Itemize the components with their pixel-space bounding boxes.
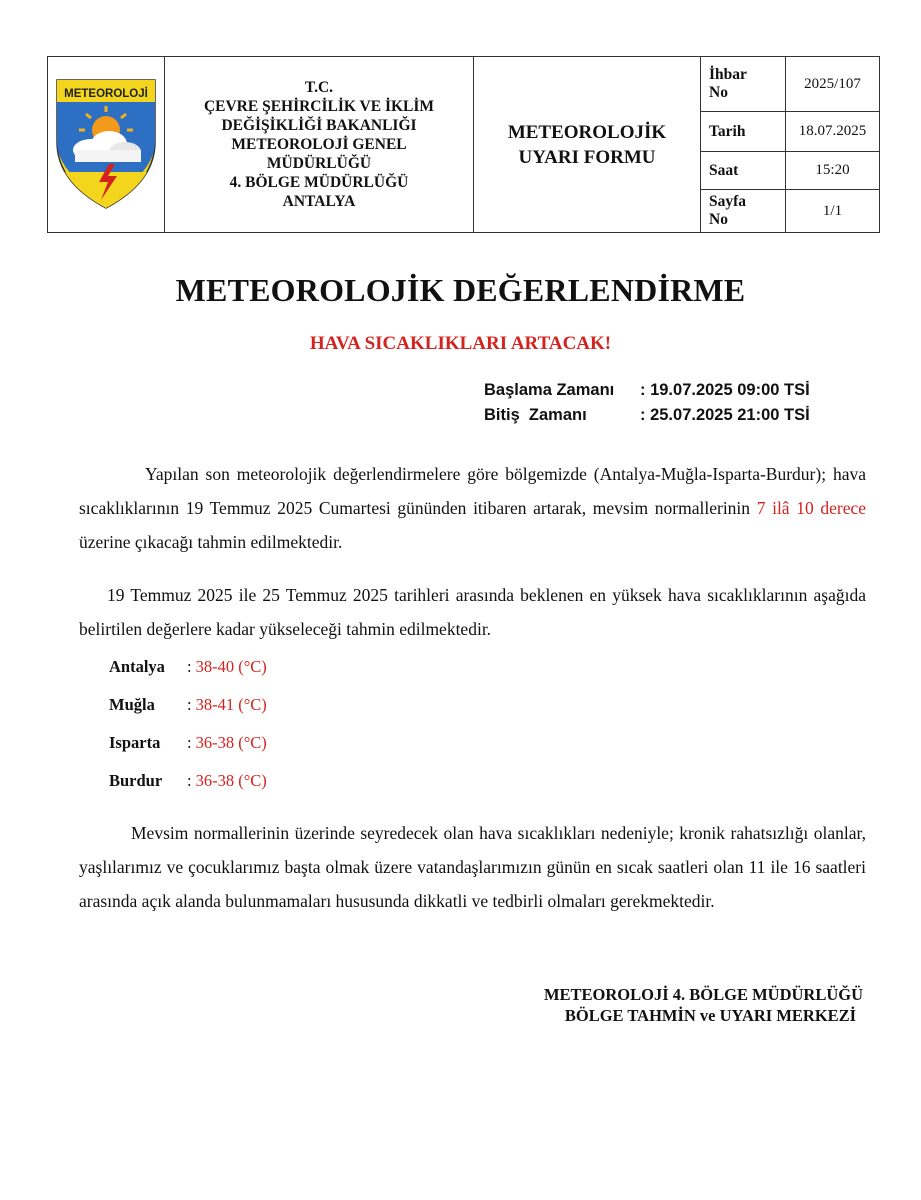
temperature-range: 36-38 (°C) [195,771,267,790]
forecast-paragraph: 19 Temmuz 2025 ile 25 Temmuz 2025 tarihleri arasında beklenen en yüksek hava sıcaklıklarının aşağıda belirtilen değerlere kadar yükseleceği tahmin edilmektedir. [79,585,866,639]
tarih-label: Tarih [701,112,786,152]
separator: : [187,733,192,752]
form-title-line: UYARI FORMU [518,146,656,168]
temperature-row [109,726,267,764]
end-time-row [484,403,810,428]
ministry-line: MÜDÜRLÜĞÜ [266,155,372,172]
assessment-paragraph [79,457,866,559]
temperature-anomaly-highlight: 7 ilâ 10 derece [756,498,866,518]
ministry-line: 4. BÖLGE MÜDÜRLÜĞÜ [229,174,409,191]
signature-line: METEOROLOJİ 4. BÖLGE MÜDÜRLÜĞÜ [543,985,863,1004]
advisory-paragraph: Mevsim normallerinin üzerinde seyredecek olan hava sıcaklıkları nedeniyle; kronik rahatsızlığı olanlar, yaşlılarımız ve çocuklarımız başta olmak üzere vatandaşlarımızın günün en sıcak saatleri olan 11 ile 16 saatleri arasında açık alanda bulunmamaları hususunda dikkatli ve tedbirli olmaları gerekmektedir. [79,823,866,911]
start-time-label: Başlama Zamanı [484,381,615,399]
temperature-row [109,764,267,802]
temperature-list [109,650,267,802]
city-name: Burdur [109,771,163,790]
alert-subtitle: HAVA SICAKLIKLARI ARTACAK! [309,333,612,354]
ihbar-label-line: No [709,84,728,101]
end-time-label: Bitiş Zamanı [484,406,587,424]
paragraph1-text: Yapılan son meteorolojik değerlendirmelere göre bölgemizde (Antalya-Muğla-Isparta-Burdur); hava sıcaklıklarının 19 Temmuz 2025 Cumartesi gününden itibaren artarak, mevsim normallerinin [79,464,866,518]
validity-times [484,378,810,428]
temperature-row [109,688,267,726]
city-name: Muğla [109,695,155,714]
saat-label: Saat [701,152,786,190]
signature-block [544,984,863,1026]
separator: : [187,771,192,790]
start-time-row [484,378,810,403]
temperature-row [109,650,267,688]
ihbar-no-label [701,57,786,112]
logo-cell [48,57,165,233]
logo-text: METEOROLOJİ [64,88,148,100]
temperature-range: 38-41 (°C) [195,695,267,714]
paragraph1-text-end: üzerine çıkacağı tahmin edilmektedir. [79,532,343,552]
ministry-line: ANTALYA [282,193,356,210]
form-header-table [47,56,880,233]
separator: : [187,657,192,676]
tarih-value: 18.07.2025 [786,112,880,152]
ministry-line: T.C. [304,79,334,96]
city-name: Isparta [109,733,161,752]
page-title: METEOROLOJİK DEĞERLENDİRME [175,272,746,308]
separator: : [187,695,192,714]
form-title-line: METEOROLOJİK [507,121,667,143]
start-time-value: : 19.07.2025 09:00 TSİ [640,381,810,399]
city-name: Antalya [109,657,165,676]
sayfa-label-line: Sayfa [709,193,747,210]
temperature-range: 38-40 (°C) [195,657,267,676]
ministry-line: DEĞİŞİKLİĞİ BAKANLIĞI [221,117,417,134]
end-time-value: : 25.07.2025 21:00 TSİ [640,406,810,424]
ihbar-no-value: 2025/107 [786,57,880,112]
signature-line: BÖLGE TAHMİN ve UYARI MERKEZİ [564,1006,857,1025]
meteoroloji-logo-icon [53,72,159,212]
sayfa-no-value: 1/1 [786,190,880,233]
temperature-range: 36-38 (°C) [195,733,267,752]
ministry-line: METEOROLOJİ GENEL [231,136,407,153]
sayfa-no-label [701,190,786,233]
form-title-cell [474,57,701,233]
ministry-line: ÇEVRE ŞEHİRCİLİK VE İKLİM [203,98,435,115]
saat-value: 15:20 [786,152,880,190]
ministry-cell [165,57,474,233]
sayfa-label-line: No [709,211,728,228]
ihbar-label-line: İhbar [709,66,747,83]
